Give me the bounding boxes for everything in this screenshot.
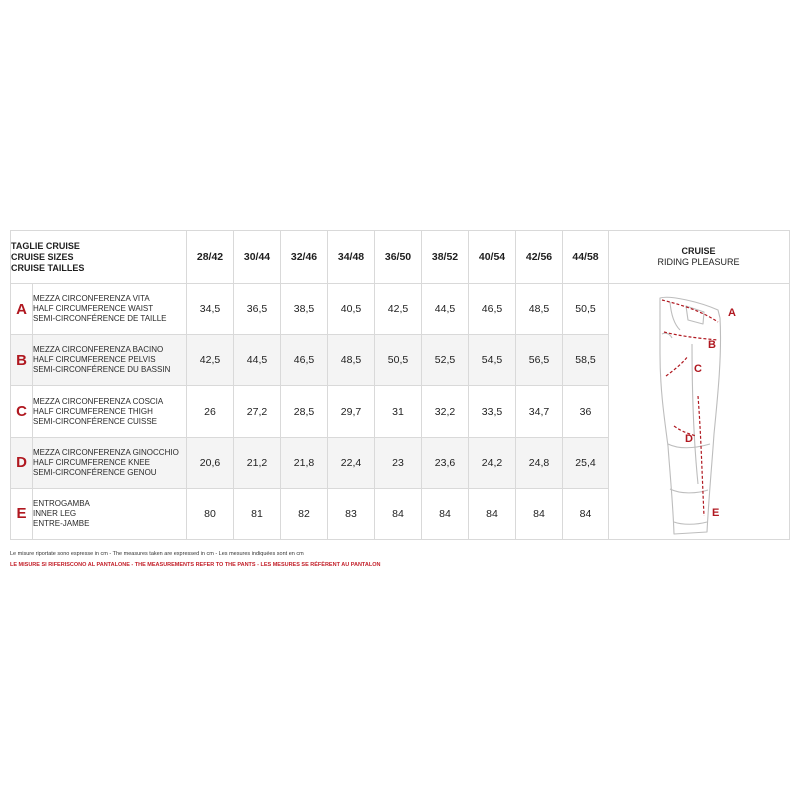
size-header: 40/54 bbox=[469, 231, 516, 284]
measurement-value: 81 bbox=[234, 488, 281, 539]
measurement-value: 24,8 bbox=[516, 437, 563, 488]
desc-en: HALF CIRCUMFERENCE WAIST bbox=[33, 304, 154, 314]
measurement-row-a bbox=[11, 284, 609, 335]
label-c: C bbox=[694, 363, 702, 375]
measurement-value: 56,5 bbox=[516, 335, 563, 386]
measurement-value: 82 bbox=[281, 488, 328, 539]
desc-fr: ENTRE-JAMBE bbox=[33, 518, 90, 528]
measurement-value: 42,5 bbox=[375, 284, 422, 335]
product-panel bbox=[608, 230, 790, 540]
units-note: Le misure riportate sono espresse in cm - The measures taken are expressed in cm - Les mesures indiquées sont en cm bbox=[10, 551, 304, 557]
measurement-value: 84 bbox=[563, 488, 609, 539]
measurement-row-c bbox=[11, 386, 609, 437]
measurement-value: 50,5 bbox=[563, 284, 609, 335]
size-header: 42/56 bbox=[516, 231, 563, 284]
row-letter: C bbox=[11, 386, 33, 437]
desc-fr: SEMI-CIRCONFÉRENCE GENOU bbox=[33, 467, 157, 477]
measurement-value: 84 bbox=[469, 488, 516, 539]
pants-note: LE MISURE SI RIFERISCONO AL PANTALONE - THE MEASUREMENTS REFER TO THE PANTS - LES MESURES SE RÉFÈRENT AU PANTALON bbox=[10, 562, 381, 568]
measurement-value: 22,4 bbox=[328, 437, 375, 488]
desc-it: MEZZA CIRCONFERENZA GINOCCHIO bbox=[33, 447, 179, 457]
measurement-value: 23,6 bbox=[422, 437, 469, 488]
row-description bbox=[33, 488, 187, 539]
label-a: A bbox=[728, 307, 736, 319]
row-letter: A bbox=[11, 284, 33, 335]
desc-fr: SEMI-CIRCONFÉRENCE DU BASSIN bbox=[33, 365, 171, 375]
row-letter: E bbox=[11, 488, 33, 539]
measurement-row-d bbox=[11, 437, 609, 488]
measurement-value: 33,5 bbox=[469, 386, 516, 437]
measurement-value: 46,5 bbox=[281, 335, 328, 386]
size-table bbox=[10, 230, 609, 540]
size-header: 28/42 bbox=[187, 231, 234, 284]
measurement-value: 20,6 bbox=[187, 437, 234, 488]
measurement-value: 42,5 bbox=[187, 335, 234, 386]
measurement-value: 34,7 bbox=[516, 386, 563, 437]
measurement-value: 84 bbox=[422, 488, 469, 539]
label-b: B bbox=[708, 339, 716, 351]
row-description bbox=[33, 335, 187, 386]
measurement-row-b bbox=[11, 335, 609, 386]
measurement-value: 54,5 bbox=[469, 335, 516, 386]
measurement-value: 83 bbox=[328, 488, 375, 539]
measurement-value: 36,5 bbox=[234, 284, 281, 335]
pants-diagram bbox=[608, 284, 790, 541]
measurement-value: 21,8 bbox=[281, 437, 328, 488]
desc-it: MEZZA CIRCONFERENZA BACINO bbox=[33, 345, 164, 355]
measurement-value: 36 bbox=[563, 386, 609, 437]
desc-fr: SEMI-CIRCONFÉRENCE DE TAILLE bbox=[33, 314, 167, 324]
size-header: 38/52 bbox=[422, 231, 469, 284]
measurement-row-e bbox=[11, 488, 609, 539]
measurement-value: 29,7 bbox=[328, 386, 375, 437]
measurement-value: 50,5 bbox=[375, 335, 422, 386]
measurement-value: 84 bbox=[375, 488, 422, 539]
measurement-value: 46,5 bbox=[469, 284, 516, 335]
measurement-value: 44,5 bbox=[234, 335, 281, 386]
panel-subtitle: RIDING PLEASURE bbox=[657, 257, 740, 267]
table-title bbox=[11, 231, 187, 284]
desc-en: HALF CIRCUMFERENCE KNEE bbox=[33, 457, 150, 467]
measurement-value: 58,5 bbox=[563, 335, 609, 386]
size-header: 34/48 bbox=[328, 231, 375, 284]
title-line-it: TAGLIE CRUISE bbox=[11, 240, 80, 251]
measurement-value: 28,5 bbox=[281, 386, 328, 437]
measurement-value: 21,2 bbox=[234, 437, 281, 488]
title-line-fr: CRUISE TAILLES bbox=[11, 262, 85, 273]
measurement-value: 25,4 bbox=[563, 437, 609, 488]
measurement-value: 38,5 bbox=[281, 284, 328, 335]
row-letter: D bbox=[11, 437, 33, 488]
measurement-value: 80 bbox=[187, 488, 234, 539]
measurement-value: 84 bbox=[516, 488, 563, 539]
title-line-en: CRUISE SIZES bbox=[11, 251, 74, 262]
row-description bbox=[33, 437, 187, 488]
row-description bbox=[33, 386, 187, 437]
row-letter: B bbox=[11, 335, 33, 386]
label-d: D bbox=[685, 433, 693, 445]
panel-title: CRUISE bbox=[681, 246, 716, 256]
size-chart bbox=[10, 230, 790, 540]
panel-header bbox=[608, 231, 789, 284]
measurement-value: 48,5 bbox=[516, 284, 563, 335]
size-header: 44/58 bbox=[563, 231, 609, 284]
measurement-value: 24,2 bbox=[469, 437, 516, 488]
measurement-value: 23 bbox=[375, 437, 422, 488]
measurement-value: 27,2 bbox=[234, 386, 281, 437]
measurement-value: 34,5 bbox=[187, 284, 234, 335]
size-header: 30/44 bbox=[234, 231, 281, 284]
measurement-value: 31 bbox=[375, 386, 422, 437]
measurement-value: 26 bbox=[187, 386, 234, 437]
desc-it: MEZZA CIRCONFERENZA VITA bbox=[33, 294, 150, 304]
measurement-value: 52,5 bbox=[422, 335, 469, 386]
size-header: 32/46 bbox=[281, 231, 328, 284]
row-description bbox=[33, 284, 187, 335]
measurement-value: 48,5 bbox=[328, 335, 375, 386]
desc-it: MEZZA CIRCONFERENZA COSCIA bbox=[33, 396, 164, 406]
desc-fr: SEMI-CIRCONFÉRENCE CUISSE bbox=[33, 416, 158, 426]
desc-en: HALF CIRCUMFERENCE THIGH bbox=[33, 406, 153, 416]
desc-en: INNER LEG bbox=[33, 508, 77, 518]
measurement-value: 40,5 bbox=[328, 284, 375, 335]
desc-en: HALF CIRCUMFERENCE PELVIS bbox=[33, 355, 156, 365]
measurement-value: 32,2 bbox=[422, 386, 469, 437]
size-header: 36/50 bbox=[375, 231, 422, 284]
label-e: E bbox=[712, 507, 720, 519]
measurement-value: 44,5 bbox=[422, 284, 469, 335]
header-row bbox=[11, 231, 609, 284]
desc-it: ENTROGAMBA bbox=[33, 498, 90, 508]
